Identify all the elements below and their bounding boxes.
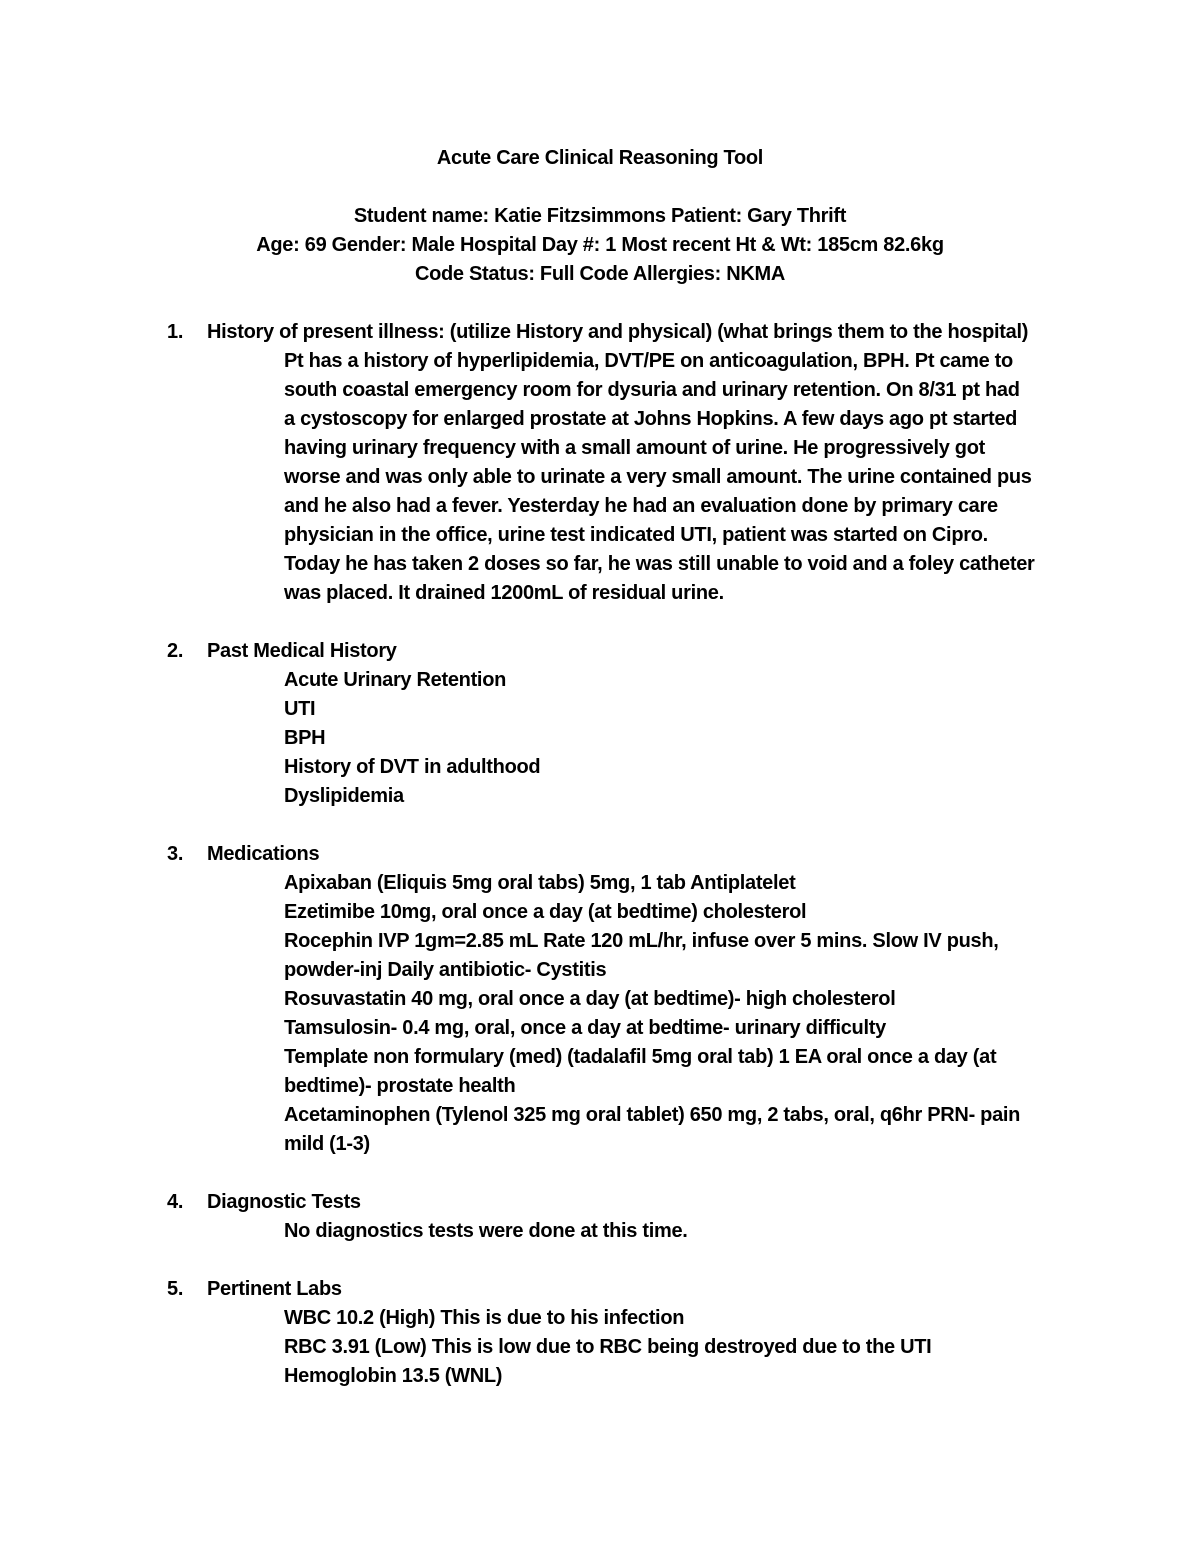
paragraph-line: was placed. It drained 1200mL of residual urine.: [284, 582, 724, 604]
section-content: [284, 869, 1100, 1159]
medication-line: mild (1-3): [284, 1133, 370, 1155]
medication-line: Apixaban (Eliquis 5mg oral tabs) 5mg, 1 tab Antiplatelet: [284, 872, 796, 894]
section-content: [284, 1217, 1100, 1246]
lab-result-line: RBC 3.91 (Low) This is low due to RBC being destroyed due to the UTI: [284, 1336, 932, 1358]
history-item: Dyslipidemia: [284, 785, 404, 807]
section-heading-text: History of present illness: (utilize History and physical) (what brings them to the hospital): [207, 321, 1029, 343]
section-heading: [167, 1275, 1100, 1304]
lab-result-line: WBC 10.2 (High) This is due to his infection: [284, 1307, 685, 1329]
code-status-line: Code Status: Full Code Allergies: NKMA: [414, 263, 786, 285]
medication-line: Acetaminophen (Tylenol 325 mg oral tablet) 650 mg, 2 tabs, oral, q6hr PRN- pain: [284, 1104, 1021, 1126]
paragraph-line: having urinary frequency with a small amount of urine. He progressively got: [284, 437, 985, 459]
medication-line: Rosuvastatin 40 mg, oral once a day (at bedtime)- high cholesterol: [284, 988, 896, 1010]
paragraph-line: worse and was only able to urinate a very small amount. The urine contained pus: [284, 466, 1032, 488]
section-heading-text: Diagnostic Tests: [207, 1191, 361, 1213]
student-patient-line: Student name: Katie Fitzsimmons Patient: Gary Thrift: [353, 205, 847, 227]
paragraph-line: and he also had a fever. Yesterday he had an evaluation done by primary care: [284, 495, 998, 517]
header-spacer: [0, 173, 1200, 202]
section-past-medical-history: [167, 637, 1100, 811]
section-heading: [167, 637, 1100, 666]
section-history-of-present-illness: [167, 318, 1100, 608]
list-number: 5.: [167, 1278, 184, 1300]
medication-line: bedtime)- prostate health: [284, 1075, 516, 1097]
document-body: [0, 318, 1200, 1391]
diagnostic-note: No diagnostics tests were done at this time.: [284, 1220, 688, 1242]
list-number: 3.: [167, 843, 184, 865]
section-heading: [167, 318, 1100, 347]
medication-line: Tamsulosin- 0.4 mg, oral, once a day at bedtime- urinary difficulty: [284, 1017, 886, 1039]
paragraph-line: Today he has taken 2 doses so far, he was still unable to void and a foley catheter: [284, 553, 1035, 575]
section-heading: [167, 1188, 1100, 1217]
lab-result-line: Hemoglobin 13.5 (WNL): [284, 1365, 503, 1387]
section-content: [284, 347, 1100, 608]
section-heading: [167, 840, 1100, 869]
section-medications: [167, 840, 1100, 1159]
paragraph-line: Pt has a history of hyperlipidemia, DVT/PE on anticoagulation, BPH. Pt came to: [284, 350, 1013, 372]
paragraph-line: south coastal emergency room for dysuria and urinary retention. On 8/31 pt had: [284, 379, 1020, 401]
medication-line: Template non formulary (med) (tadalafil 5mg oral tab) 1 EA oral once a day (at: [284, 1046, 997, 1068]
history-item: History of DVT in adulthood: [284, 756, 541, 778]
section-heading-text: Past Medical History: [207, 640, 397, 662]
medication-line: powder-inj Daily antibiotic- Cystitis: [284, 959, 607, 981]
age-gender-line: Age: 69 Gender: Male Hospital Day #: 1 Most recent Ht & Wt: 185cm 82.6kg: [256, 234, 944, 256]
page-title: Acute Care Clinical Reasoning Tool: [436, 147, 764, 169]
paragraph-line: a cystoscopy for enlarged prostate at Johns Hopkins. A few days ago pt started: [284, 408, 1018, 430]
history-item: BPH: [284, 727, 326, 749]
medication-line: Rocephin IVP 1gm=2.85 mL Rate 120 mL/hr, infuse over 5 mins. Slow IV push,: [284, 930, 999, 952]
paragraph-line: physician in the office, urine test indicated UTI, patient was started on Cipro.: [284, 524, 988, 546]
document-header: [0, 144, 1200, 289]
section-heading-text: Pertinent Labs: [207, 1278, 342, 1300]
list-number: 4.: [167, 1191, 184, 1213]
section-content: [284, 666, 1100, 811]
section-content: [284, 1304, 1100, 1391]
history-item: UTI: [284, 698, 316, 720]
history-item: Acute Urinary Retention: [284, 669, 507, 691]
list-number: 2.: [167, 640, 184, 662]
medication-line: Ezetimibe 10mg, oral once a day (at bedtime) cholesterol: [284, 901, 807, 923]
list-number: 1.: [167, 321, 184, 343]
section-heading-text: Medications: [207, 843, 320, 865]
section-diagnostic-tests: [167, 1188, 1100, 1246]
section-pertinent-labs: [167, 1275, 1100, 1391]
